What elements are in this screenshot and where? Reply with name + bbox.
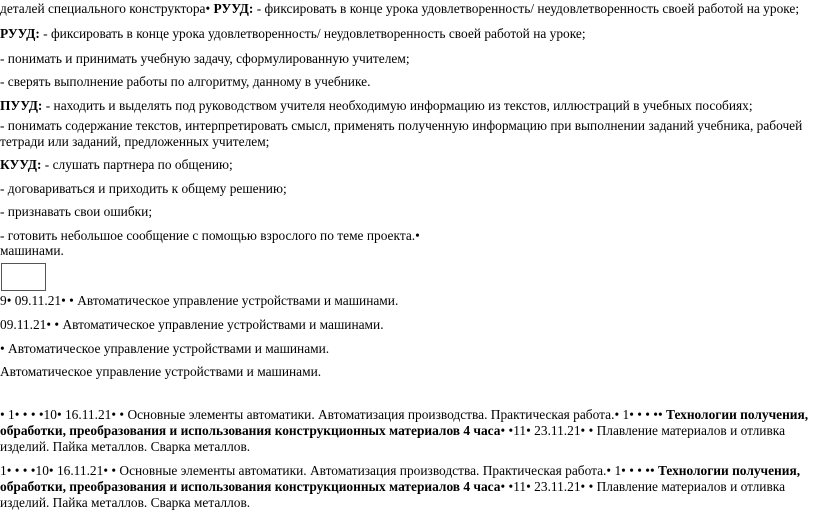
empty-image-frame <box>1 263 46 291</box>
text: Автоматическое управление устройствами и машинами. <box>62 317 384 332</box>
label-puud: ПУУД: <box>0 98 43 113</box>
line-9: - признавать свои ошибки; <box>0 204 153 219</box>
line-1 <box>0 1 799 17</box>
text: 23.11.21 <box>530 423 581 438</box>
line-10 <box>0 228 420 244</box>
text: 11 <box>513 479 527 494</box>
text: - фиксировать в конце урока удовлетворенность/ неудовлетворенность своей работой на уроке; <box>39 26 586 41</box>
line-14: • Автоматическое управление устройствами и машинами. <box>0 341 330 356</box>
text: Основные элементы автоматики. Автоматизация производства. Практическая работа. <box>116 463 607 478</box>
line-3: - понимать и принимать учебную задачу, сформулированную учителем; <box>0 51 410 66</box>
text: деталей специального конструктора <box>0 1 206 16</box>
label-kuud: КУУД: <box>0 157 42 172</box>
line-13: 09.11.21• • Автоматическое управление устройствами и машинами. <box>0 317 384 332</box>
text: 1 <box>4 407 15 422</box>
text: Плавление материалов и отливка изделий. Пайка металлов. Сварка металлов. <box>0 423 786 454</box>
bullet: • <box>415 228 420 243</box>
line-2 <box>0 26 586 42</box>
text: 1 <box>619 407 630 422</box>
paragraph-2: 1• • • •10• 16.11.21• • Основные элементы автоматики. Автоматизация производства. Практическая работа.• 1• • • •• Технологии получения, обработки, преобразования и использования конструкционных материалов 4 часа• •11• 23.11.21• • Плавление материалов и отливка изделий. Пайка металлов. Сварка металлов. <box>0 463 801 510</box>
line-11: машинами. <box>0 243 64 258</box>
text: - готовить небольшое сообщение с помощью взрослого по теме проекта. <box>0 228 416 243</box>
text: 16.11.21 <box>53 463 104 478</box>
line-15: Автоматическое управление устройствами и машинами. <box>0 364 322 379</box>
text: - фиксировать в конце урока удовлетворенность/ неудовлетворенность своей работой на уроке; <box>253 1 800 16</box>
text: - находить и выделять под руководством учителя необходимую информацию из текстов, иллюстраций в учебных пособиях; <box>42 98 753 113</box>
paragraph-1: • 1• • • •10• 16.11.21• • Основные элементы автоматики. Автоматизация производства. Практическая работа.• 1• • • •• Технологии получения, обработки, преобразования и использования конструкционных материалов 4 часа• •11• 23.11.21• • Плавление материалов и отливка изделий. Пайка металлов. Сварка металлов. <box>0 407 809 454</box>
text: 1 <box>0 463 7 478</box>
bold-text: Технологии получения, обработки, преобразования и использования конструкционных материалов 4 часа <box>0 407 809 438</box>
bold-text: Технологии получения, обработки, преобразования и использования конструкционных материалов 4 часа <box>0 463 801 494</box>
label-ruud: РУУД: <box>210 1 254 16</box>
line-4: - сверять выполнение работы по алгоритму, данному в учебнике. <box>0 74 371 89</box>
text: Основные элементы автоматики. Автоматизация производства. Практическая работа. <box>124 407 615 422</box>
bullet: • <box>205 1 211 16</box>
text: 10 <box>35 463 49 478</box>
text: 1 <box>611 463 622 478</box>
line-12: 9• 09.11.21• • Автоматическое управление устройствами и машинами. <box>0 293 399 308</box>
text: Плавление материалов и отливка изделий. Пайка металлов. Сварка металлов. <box>0 479 786 510</box>
text: 10 <box>43 407 57 422</box>
line-5 <box>0 98 753 114</box>
text: - слушать партнера по общению; <box>41 157 233 172</box>
text: 9 <box>0 293 7 308</box>
line-7 <box>0 157 233 173</box>
text: 09.11.21 <box>14 293 62 308</box>
line-6: - понимать содержание текстов, интерпретировать смысл, применять полученную информацию при выполнении заданий учебника, рабочей тетради или заданий, предложенных учителем; <box>0 118 803 149</box>
text: Автоматическое управление устройствами и машинами. <box>8 341 330 356</box>
label-ruud: РУУД: <box>0 26 40 41</box>
text: Автоматическое управление устройствами и машинами. <box>77 293 399 308</box>
text: 09.11.21 <box>0 317 47 332</box>
text: 23.11.21 <box>530 479 581 494</box>
text: 11 <box>513 423 527 438</box>
line-8: - договариваться и приходить к общему решению; <box>0 181 287 196</box>
text: 16.11.21 <box>61 407 112 422</box>
